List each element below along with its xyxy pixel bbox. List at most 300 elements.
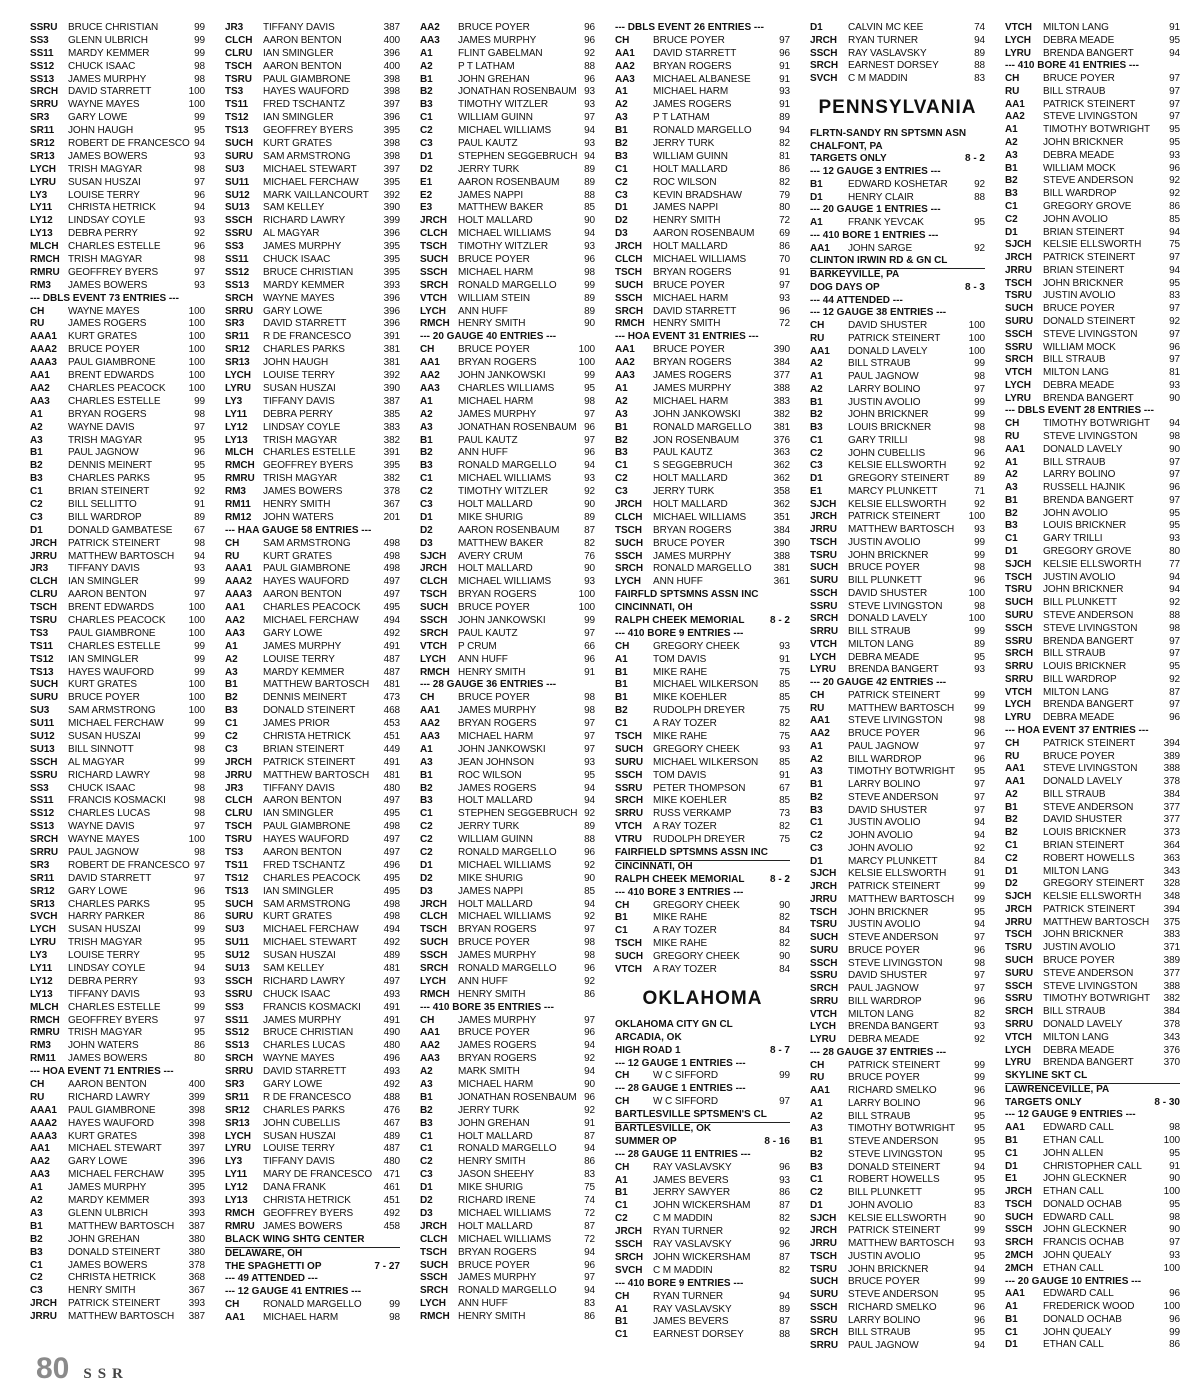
class-code: AA3 [30,1169,50,1181]
shooter-name: CHRISTA HETRICK [68,202,156,214]
shooter-name: PATRICK STEINERT [848,881,941,892]
score: 96 [1169,482,1180,494]
score: 496 [383,1053,400,1065]
score: 86 [1169,200,1180,212]
class-code: SSCH [1005,980,1033,992]
score: 100 [188,692,205,704]
class-code: VTCH [615,964,642,976]
shooter-name: LARRY BOLINO [848,1097,921,1109]
score: 98 [974,371,985,382]
result-row [810,703,985,716]
class-code: JR3 [225,22,244,33]
score: 377 [1163,801,1180,813]
score: 92 [584,975,595,987]
result-row [810,243,985,256]
score: 93 [584,99,595,111]
result-row [615,486,790,499]
result-row [1005,124,1180,137]
score: 358 [773,486,790,498]
score: 371 [1163,942,1180,954]
class-code: SRCH [420,279,448,291]
shooter-name: JOHN AVOLIO [848,1199,913,1211]
shooter-name: FRANCIS KOSMACKI [68,795,166,807]
shooter-name: ANN HUFF [458,447,508,459]
result-row [30,1040,205,1053]
class-code: C1 [615,1200,628,1212]
class-code: LYCH [420,653,446,665]
result-row [225,190,400,203]
result-row [225,744,400,757]
shooter-name: P CRUM [458,640,497,652]
score: 95 [974,1289,985,1300]
class-code: B1 [30,1220,43,1232]
score: 100 [578,602,595,614]
class-code: A2 [810,753,823,765]
result-row [1005,48,1180,61]
class-code: LYCH [30,163,56,175]
result-row [30,512,205,525]
shooter-name: FRED TSCHANTZ [263,859,345,871]
result-row [1005,329,1180,342]
class-code: B3 [225,705,238,717]
shooter-name: MICHAEL WILLIAMS [458,228,552,240]
class-code: RU [1005,85,1020,97]
class-code: SRCH [615,563,643,575]
result-row [1005,699,1180,712]
section-header [615,1045,790,1058]
shooter-name: JUSTIN AVOLIO [848,817,921,829]
result-row [1005,175,1180,188]
result-row [30,331,205,344]
result-row [30,602,205,615]
class-code: JRCH [810,881,837,892]
result-row [30,744,205,757]
result-row [30,886,205,899]
class-code: TS12 [225,112,249,124]
result-row [615,731,790,744]
class-code: C1 [810,434,823,446]
shooter-name: DONALD STEINERT [68,1246,161,1258]
score: 100 [188,370,205,382]
class-code: VTCH [1005,22,1032,33]
score: 99 [974,702,985,714]
class-code: CH [615,1070,630,1082]
result-row [420,1156,595,1169]
shooter-name: JONATHAN ROSENBAUM [458,421,577,433]
shooter-name: LOUIS BRICKNER [1043,827,1127,839]
score: 397 [383,163,400,175]
result-row [420,396,595,409]
shooter-name: ETHAN CALL [1043,1186,1104,1198]
class-code: TSCH [810,536,837,548]
score: 399 [383,215,400,227]
result-row [30,447,205,460]
result-row [30,1027,205,1040]
shooter-name: WAYNE MAYES [68,305,140,317]
result-row [225,1182,400,1195]
result-row [30,950,205,963]
shooter-name: BRUCE POYER [458,254,530,266]
result-row [225,241,400,254]
class-code: A2 [1005,137,1018,149]
result-row [615,512,790,525]
class-code: C1 [1005,1326,1018,1338]
shooter-name: LOUISE TERRY [68,189,140,201]
shooter-name: LOUIS BRICKNER [1043,661,1127,673]
score: 497 [383,975,400,987]
score: 89 [584,292,595,304]
class-code: B2 [1005,814,1018,826]
score: 100 [188,86,205,98]
shooter-name: JOHN AVOLIO [848,830,913,841]
class-code: C1 [30,486,43,498]
score: 75 [584,1182,595,1194]
class-code: JRCH [420,215,447,227]
shooter-name: SUSAN HUSZAI [68,730,141,742]
shooter-name: PAUL JAGNOW [848,371,919,382]
class-code: B3 [810,804,823,816]
shooter-name: TIMOTHY BOTWRIGHT [848,1123,955,1135]
shooter-name: MARDY KEMMER [68,1195,150,1207]
result-row [1005,1122,1180,1135]
result-row [810,435,985,448]
class-code: RMCH [420,666,450,678]
shooter-name: CHARLES LUCAS [263,1040,346,1052]
result-row [420,924,595,937]
class-code: D1 [420,859,433,871]
result-row [30,1143,205,1156]
section-header [615,874,790,887]
result-row [810,817,985,830]
result-row [810,626,985,639]
result-row [420,1311,595,1324]
result-row [810,1149,985,1162]
shooter-name: DONALD LAVELY [848,613,928,625]
shooter-name: RONALD MARGELLO [458,1285,557,1297]
class-code: SU13 [225,202,250,214]
score: 96 [974,1085,985,1096]
class-code: LYCH [30,924,56,936]
score: 498 [383,821,400,833]
class-code: D3 [420,1207,433,1219]
result-row [810,511,985,524]
shooter-name: BRENDA BANGERT [1043,392,1134,404]
shooter-name: JERRY TURK [653,486,715,498]
class-code: B2 [810,1148,823,1160]
result-row [225,447,400,460]
shooter-name: PAUL GIAMBRONE [263,73,351,85]
shooter-name: KELSIE ELLSWORTH [848,460,947,472]
score: 93 [779,1174,790,1186]
result-row [420,1118,595,1131]
shooter-name: DAVID SHUSTER [848,970,928,982]
shooter-name: RAY VASLAVSKY [653,1239,732,1251]
section-header: --- DBLS EVENT 28 ENTRIES --- [1005,405,1154,417]
result-row [225,783,400,796]
shooter-name: MICHAEL WILKERSON [653,756,759,768]
score: 98 [194,254,205,266]
shooter-name: BRUCE POYER [1043,73,1115,85]
shooter-name: TRISH MAGYAR [68,1027,143,1039]
shooter-name: RONALD MARGELLO [653,125,752,137]
score: 72 [584,1207,595,1219]
score: 99 [194,666,205,678]
class-code: SVCH [615,1264,643,1276]
class-code: A3 [1005,149,1018,161]
result-row [810,179,985,192]
class-code: LYCH [1005,1044,1031,1056]
shooter-name: WAYNE DAVIS [68,421,135,433]
result-row [420,950,595,963]
result-row [810,1238,985,1251]
score: 75 [779,730,790,742]
shooter-name: GEOFFREY BYERS [263,460,354,472]
score: 400 [188,1079,205,1091]
score: 373 [1163,827,1180,839]
result-row [420,602,595,615]
shooter-name: JOHN BRICKNER [1043,584,1124,596]
shooter-name: GREGORY CHEEK [653,743,740,755]
shooter-name: GARY LOWE [68,112,128,124]
score: 93 [1169,533,1180,545]
score: 93 [194,215,205,227]
shooter-name: MATTHEW BARTOSCH [848,524,955,535]
score: 393 [188,1298,205,1310]
score: 467 [383,1117,400,1129]
class-code: C1 [420,1143,433,1155]
shooter-name: JAMES MURPHY [458,1272,537,1284]
score: 92 [584,1104,595,1116]
class-code: E1 [1005,1173,1018,1185]
score: 98 [194,537,205,549]
score: 66 [584,640,595,652]
score: 70 [779,254,790,266]
score: 99 [974,549,985,561]
score: 97 [584,1014,595,1026]
score: 390 [383,382,400,394]
score: 94 [584,795,595,807]
score: 85 [779,756,790,768]
score: 398 [188,1117,205,1129]
score: 83 [1169,290,1180,302]
result-row [225,306,400,319]
score: 86 [584,1156,595,1168]
result-row [225,396,400,409]
result-row [30,1221,205,1234]
shooter-name: MICHAEL ALBANESE [653,73,751,85]
results-column-4 [615,22,790,1352]
score: 93 [779,640,790,652]
shooter-name: JOHN BRICKNER [848,1263,929,1275]
result-row [30,692,205,705]
shooter-name: JOHN BRICKNER [848,409,929,421]
score: 94 [584,1040,595,1052]
shooter-name: MATTHEW BARTOSCH [263,769,370,781]
result-row [810,1187,985,1200]
class-code: C3 [810,842,823,854]
shooter-name: BRYAN ROGERS [68,408,147,420]
shooter-name: DENNIS MEINERT [68,460,152,472]
shooter-name: EARNEST DORSEY [848,60,939,72]
shooter-name: RONALD MARGELLO [458,847,557,858]
class-code: TSCH [615,730,642,742]
shooter-name: LARRY BOLINO [848,383,921,395]
class-code: A2 [1005,469,1018,481]
shooter-name: BRUCE POYER [458,937,530,949]
class-code: A2 [30,421,43,433]
result-row [615,383,790,396]
score: 99 [194,34,205,46]
class-code: D1 [1005,1339,1018,1351]
class-code: A3 [420,421,433,433]
class-code: TS3 [225,86,244,98]
shooter-name: R DE FRANCESCO [263,331,352,343]
class-code: JRCH [420,1220,447,1232]
class-code: C2 [420,486,433,498]
shooter-name: DONALD GAMBATESE [68,524,173,536]
shooter-name: AARON BENTON [68,1079,147,1091]
class-code: AAA1 [30,331,57,343]
class-code: JRCH [810,1225,837,1237]
shooter-name: HENRY SMITH [68,1285,136,1297]
event-date: 8 - 2 [964,153,985,165]
result-row [810,524,985,537]
shooter-name: TRISH MAGYAR [68,937,143,949]
result-row [810,1098,985,1111]
class-code: SUCH [810,562,838,574]
shooter-name: CALVIN MC KEE [848,22,924,33]
class-code: SSCH [420,266,448,278]
class-code: SRRU [30,99,58,111]
header-text: HIGH ROAD 1 [615,1044,681,1056]
class-code: B3 [1005,520,1018,532]
result-row [30,576,205,589]
result-row [420,202,595,215]
score: 97 [1169,1237,1180,1249]
shooter-name: BRYAN ROGERS [653,357,732,369]
shooter-name: GARY LOWE [68,885,128,897]
score: 399 [188,1091,205,1103]
score: 84 [779,964,790,976]
score: 398 [188,1130,205,1142]
shooter-name: DAVID SHUSTER [1043,814,1123,826]
score: 395 [188,1169,205,1181]
class-code: RM3 [30,1040,51,1052]
result-row [30,177,205,190]
score: 88 [974,191,985,203]
shooter-name: STEVE ANDERSON [848,1136,939,1147]
shooter-name: LINDSAY COYLE [263,421,341,433]
result-row [225,512,400,525]
score: 96 [779,1161,790,1173]
result-row [1005,968,1180,981]
shooter-name: ROBERT HOWELLS [1043,852,1135,864]
class-code: SS13 [30,821,55,833]
class-code: AA1 [30,1143,50,1155]
class-code: AA3 [420,730,440,742]
score: 100 [1163,1134,1180,1146]
shooter-name: LINDSAY COYLE [68,963,146,975]
shooter-name: DEBRA MEADE [1043,1044,1115,1056]
shooter-name: MICHAEL WILLIAMS [458,1207,552,1219]
class-code: LYCH [420,305,446,317]
class-code: C2 [1005,213,1018,225]
shooter-name: HOLT MALLARD [653,163,728,175]
shooter-name: BRENT EDWARDS [68,602,154,614]
score: 343 [1163,865,1180,877]
shooter-name: DENNIS MEINERT [263,692,347,704]
shooter-name: GREGORY CHEEK [653,640,740,652]
class-code: A2 [810,383,823,395]
shooter-name: BRENDA BANGERT [1043,47,1134,59]
class-code: SUCH [225,898,253,910]
shooter-name: JOHN AVOLIO [848,842,913,854]
shooter-name: JUSTIN AVOLIO [1043,571,1116,583]
result-row [420,383,595,396]
class-code: VTCH [420,292,447,304]
class-code: SUCH [420,602,448,614]
score: 97 [1169,456,1180,468]
shooter-name: BRUCE POYER [653,279,725,291]
shooter-name: DAVID STARRETT [68,872,152,884]
result-row [1005,342,1180,355]
result-row [30,1156,205,1169]
shooter-name: HENRY SMITH [458,1156,526,1168]
class-code: LYCH [810,651,836,663]
score: 98 [1169,1122,1180,1134]
result-row [1005,1327,1180,1340]
result-row [420,86,595,99]
shooter-name: GARY TRILLI [848,434,908,446]
score: 97 [1169,648,1180,660]
score: 487 [383,1143,400,1155]
result-row [1005,1314,1180,1327]
result-row [615,770,790,783]
result-row [420,486,595,499]
result-row [30,1118,205,1131]
result-row [420,795,595,808]
shooter-name: JUSTIN AVOLIO [848,536,921,548]
score: 383 [773,395,790,407]
class-code: C2 [225,730,238,742]
score: 82 [779,718,790,730]
result-row [810,1021,985,1034]
class-code: AA2 [30,382,50,394]
shooter-name: MARDY KEMMER [68,47,150,59]
section-header: FAIRFIELD SPTSMNS ASSN INC [615,847,790,861]
result-row [615,1329,790,1342]
class-code: VTCH [615,821,642,833]
result-row [1005,827,1180,840]
section-header: --- 410 BORE 1 ENTRIES --- [810,229,939,241]
result-row [1005,239,1180,252]
result-row [225,35,400,48]
shooter-name: BILL WARDROP [1043,188,1117,200]
score: 96 [779,1239,790,1251]
result-row [1005,35,1180,48]
shooter-name: HOLT MALLARD [458,898,533,910]
score: 383 [1163,929,1180,941]
result-row [30,280,205,293]
shooter-name: MILTON LANG [848,638,914,650]
class-code: B1 [810,779,823,790]
shooter-name: EARNEST DORSEY [653,1329,744,1341]
result-row [225,563,400,576]
shooter-name: JAMES MURPHY [653,382,732,394]
class-code: SSRU [810,1314,838,1326]
result-row [1005,520,1180,533]
result-row [615,293,790,306]
